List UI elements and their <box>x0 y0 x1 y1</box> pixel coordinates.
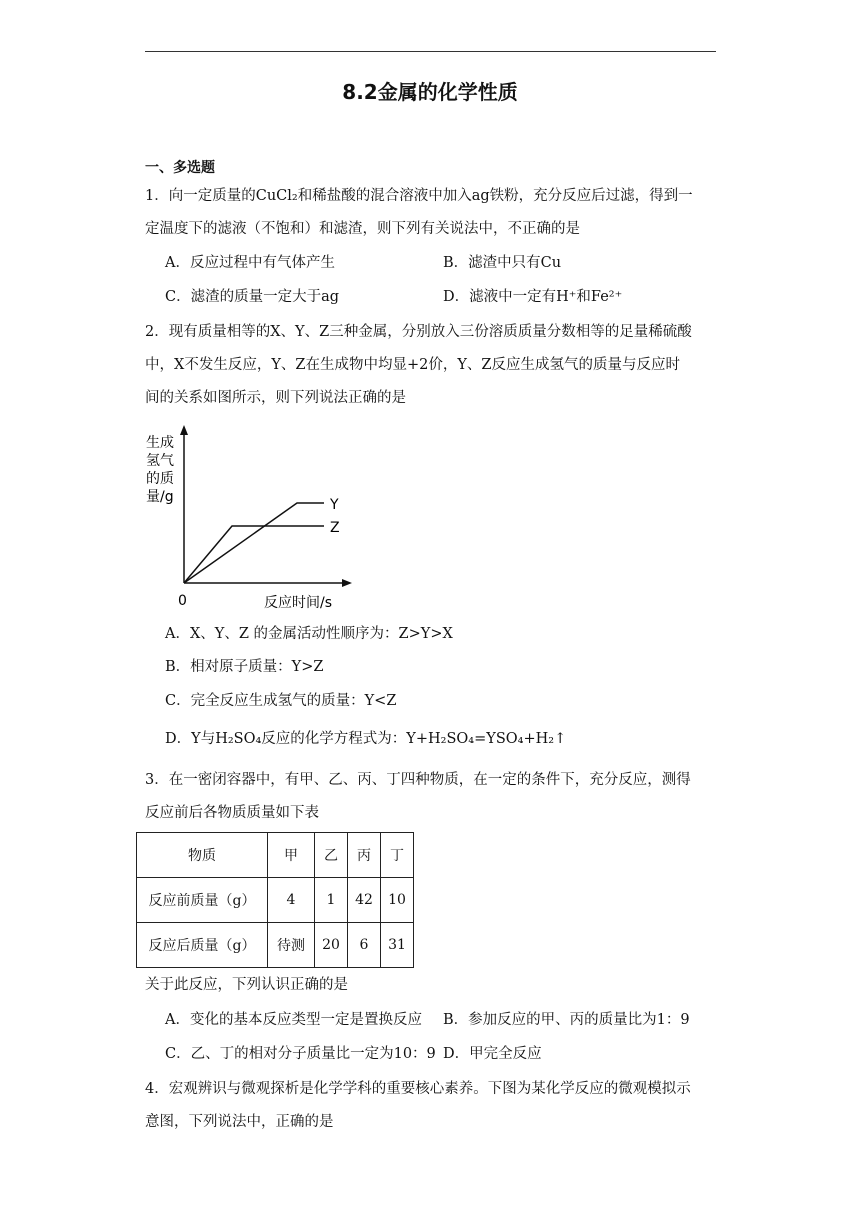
x-axis-arrow <box>342 579 352 587</box>
q2-option-c: C．完全反应生成氢气的质量：Y<Z <box>165 693 397 709</box>
q2-option-b: B．相对原子质量：Y>Z <box>165 659 324 675</box>
table-header-cell: 甲 <box>268 833 315 878</box>
table-cell: 6 <box>348 923 381 968</box>
y-axis-arrow <box>180 425 188 435</box>
q4-stem-line1: 4．宏观辨识与微观探析是化学学科的重要核心素养。下图为某化学反应的微观模拟示 <box>145 1081 691 1097</box>
q3-mass-table <box>136 832 414 968</box>
q1-option-b: B．滤渣中只有Cu <box>443 255 562 271</box>
ylabel-1: 生成 <box>146 435 174 451</box>
table-header-cell: 物质 <box>137 833 268 878</box>
q2-option-a: A．X、Y、Z 的金属活动性顺序为：Z>Y>X <box>165 626 453 642</box>
q4-stem-line2: 意图，下列说法中，正确的是 <box>145 1114 334 1130</box>
q3-option-c: C．乙、丁的相对分子质量比一定为10：9 <box>165 1046 436 1062</box>
table-cell: 反应前质量（g） <box>137 878 268 923</box>
q2-option-d: D．Y与H₂SO₄反应的化学方程式为：Y+H₂SO₄=YSO₄+H₂↑ <box>165 731 567 747</box>
q3-option-d: D．甲完全反应 <box>443 1046 542 1062</box>
q3-prompt: 关于此反应，下列认识正确的是 <box>145 977 348 993</box>
table-row <box>137 923 414 968</box>
ylabel-2: 氢气 <box>146 453 174 469</box>
section-heading: 一、多选题 <box>145 160 215 176</box>
q2-stem-line3: 间的关系如图所示，则下列说法正确的是 <box>145 390 406 406</box>
table-row <box>137 878 414 923</box>
header-rule <box>145 51 716 52</box>
q2-stem-line2: 中，X不发生反应，Y、Z在生成物中均显+2价，Y、Z反应生成氢气的质量与反应时 <box>145 357 680 373</box>
origin-label: 0 <box>178 593 187 609</box>
table-cell: 20 <box>315 923 348 968</box>
ylabel-3: 的质 <box>146 471 174 487</box>
table-cell: 10 <box>381 878 414 923</box>
series-y-label: Y <box>330 497 339 513</box>
table-cell: 4 <box>268 878 315 923</box>
q2-stem-line1: 2．现有质量相等的X、Y、Z三种金属，分别放入三份溶质质量分数相等的足量稀硫酸 <box>145 324 692 340</box>
table-header-row <box>137 833 414 878</box>
series-z-label: Z <box>330 520 340 536</box>
table-cell: 1 <box>315 878 348 923</box>
table-cell: 42 <box>348 878 381 923</box>
table-cell: 31 <box>381 923 414 968</box>
table-cell: 反应后质量（g） <box>137 923 268 968</box>
q1-option-c: C．滤渣的质量一定大于ag <box>165 289 340 305</box>
table-header-cell: 乙 <box>315 833 348 878</box>
q1-option-a: A．反应过程中有气体产生 <box>165 255 335 271</box>
q1-option-d: D．滤液中一定有H⁺和Fe²⁺ <box>443 289 623 305</box>
q3-stem-line1: 3．在一密闭容器中，有甲、乙、丙、丁四种物质，在一定的条件下，充分反应，测得 <box>145 772 691 788</box>
xlabel: 反应时间/s <box>264 595 333 611</box>
q1-stem-line1: 1．向一定质量的CuCl₂和稀盐酸的混合溶液中加入ag铁粉，充分反应后过滤，得到一 <box>145 188 693 204</box>
series-z-line <box>184 526 324 583</box>
q3-option-b: B．参加反应的甲、丙的质量比为1：9 <box>443 1012 690 1028</box>
page-title: 8.2金属的化学性质 <box>342 80 518 104</box>
q1-stem-line2: 定温度下的滤液（不饱和）和滤渣，则下列有关说法中，不正确的是 <box>145 221 580 237</box>
ylabel-4: 量/g <box>146 489 174 505</box>
q3-stem-line2: 反应前后各物质质量如下表 <box>145 805 319 821</box>
table-header-cell: 丙 <box>348 833 381 878</box>
table-cell: 待测 <box>268 923 315 968</box>
hydrogen-mass-graph <box>140 425 360 615</box>
q3-option-a: A．变化的基本反应类型一定是置换反应 <box>165 1012 422 1028</box>
series-y-line <box>184 503 324 583</box>
table-header-cell: 丁 <box>381 833 414 878</box>
